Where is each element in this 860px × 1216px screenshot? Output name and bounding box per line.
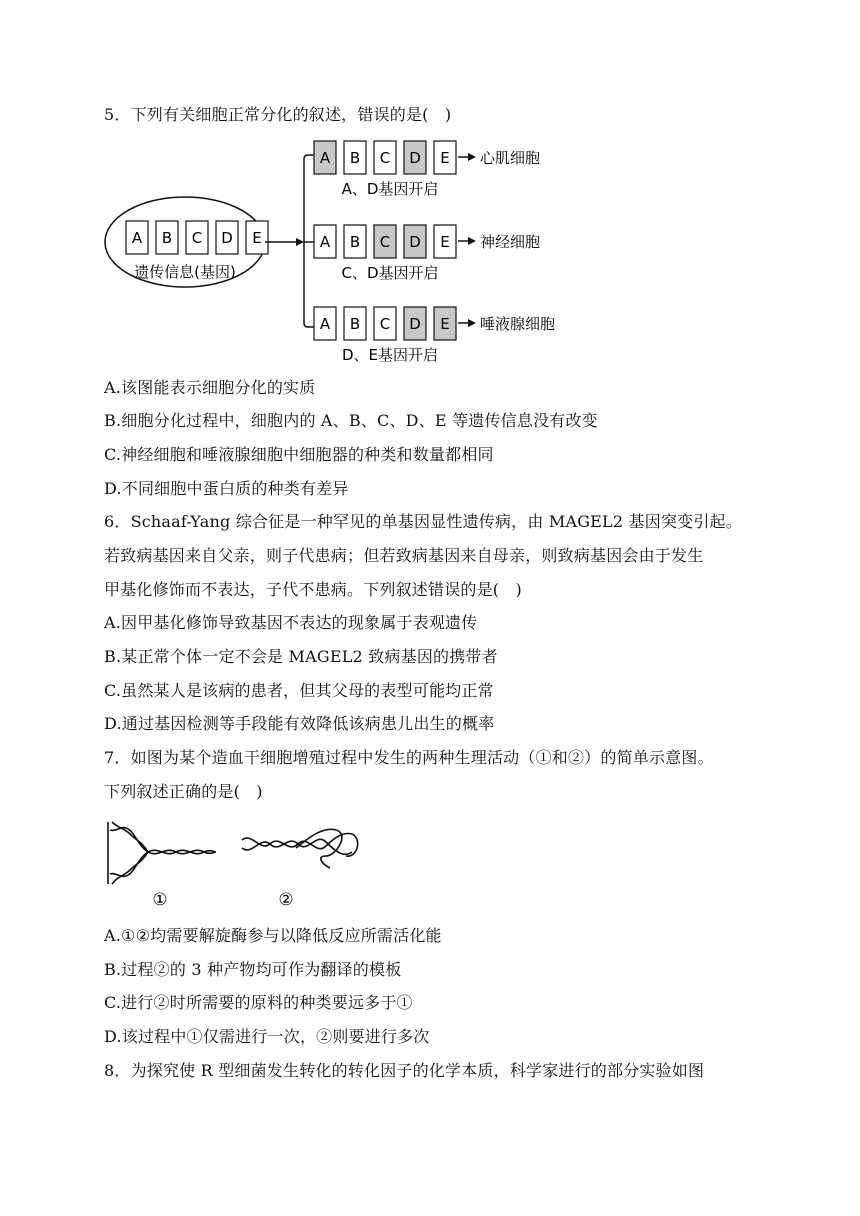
source-gene-letter: A — [131, 229, 143, 247]
q7-option-d: D.该过程中①仅需进行一次，②则要进行多次 — [104, 1027, 430, 1046]
source-label: 遗传信息(基因) — [134, 263, 236, 281]
source-gene-letter: B — [161, 229, 173, 247]
gene-letter: B — [349, 149, 361, 167]
figure-label-2: ② — [278, 890, 294, 910]
q7-option-b: B.过程②的 3 种产物均可作为翻译的模板 — [104, 960, 402, 979]
replication-transcription-diagram — [100, 812, 370, 912]
q7-option-a: A.①②均需要解旋酶参与以降低反应所需活化能 — [104, 926, 442, 945]
gene-letter: E — [440, 315, 450, 333]
q6-stem-line-2: 若致病基因来自父亲，则子代患病；但若致病基因来自母亲，则致病基因会由于发生 — [104, 546, 704, 565]
q6-stem-line-3: 甲基化修饰而不表达，子代不患病。下列叙述错误的是( ) — [104, 580, 522, 599]
cell-type-label: 心肌细胞 — [480, 149, 541, 167]
gene-letter: E — [440, 149, 450, 167]
q8-stem-line-1: 8．为探究使 R 型细菌发生转化的转化因子的化学本质，科学家进行的部分实验如图 — [104, 1061, 705, 1080]
gene-on-caption: A、D基因开启 — [341, 180, 439, 198]
gene-letter: D — [409, 315, 421, 333]
q7-stem-line-1: 7．如图为某个造血干细胞增殖过程中发生的两种生理活动（①和②）的简单示意图。 — [104, 748, 714, 767]
q5-stem: 5．下列有关细胞正常分化的叙述，错误的是( ) — [104, 105, 452, 124]
q5-option-c: C.神经细胞和唾液腺细胞中细胞器的种类和数量都相同 — [104, 445, 494, 464]
q7-stem-line-2: 下列叙述正确的是( ) — [104, 782, 263, 801]
q5-option-b: B.细胞分化过程中，细胞内的 A、B、C、D、E 等遗传信息没有改变 — [104, 411, 598, 430]
q6-option-d: D.通过基因检测等手段能有效降低该病患儿出生的概率 — [104, 714, 495, 733]
gene-letter: C — [379, 315, 391, 333]
q7-option-c: C.进行②时所需要的原料的种类要远多于① — [104, 993, 413, 1012]
cell-type-label: 唾液腺细胞 — [480, 315, 556, 333]
gene-letter: A — [319, 233, 331, 251]
gene-letter: D — [409, 149, 421, 167]
q6-option-a: A.因甲基化修饰导致基因不表达的现象属于表观遗传 — [104, 613, 478, 632]
gene-letter: C — [379, 149, 391, 167]
gene-letter: D — [409, 233, 421, 251]
gene-letter: A — [319, 149, 331, 167]
figure-label-1: ① — [152, 890, 168, 910]
gene-letter: B — [349, 233, 361, 251]
q6-option-b: B.某正常个体一定不会是 MAGEL2 致病基因的携带者 — [104, 647, 498, 666]
gene-letter: A — [319, 315, 331, 333]
gene-on-caption: C、D基因开启 — [341, 264, 439, 282]
gene-on-caption: D、E基因开启 — [341, 346, 439, 364]
source-gene-letter: C — [191, 229, 203, 247]
q5-option-a: A.该图能表示细胞分化的实质 — [104, 378, 316, 397]
gene-letter: E — [440, 233, 450, 251]
cell-type-label: 神经细胞 — [480, 233, 541, 251]
q5-option-d: D.不同细胞中蛋白质的种类有差异 — [104, 479, 349, 498]
gene-letter: B — [349, 315, 361, 333]
gene-expression-diagram — [100, 133, 580, 365]
replication-fork-icon — [108, 822, 216, 884]
source-gene-letter: D — [221, 229, 233, 247]
q6-option-c: C.虽然某人是该病的患者，但其父母的表型可能均正常 — [104, 681, 494, 700]
gene-letter: C — [379, 233, 391, 251]
q6-stem-line-1: 6．Schaaf-Yang 综合征是一种罕见的单基因显性遗传病，由 MAGEL2 基因突变引起。 — [104, 512, 742, 531]
transcription-icon — [242, 829, 358, 868]
source-gene-letter: E — [252, 229, 262, 247]
